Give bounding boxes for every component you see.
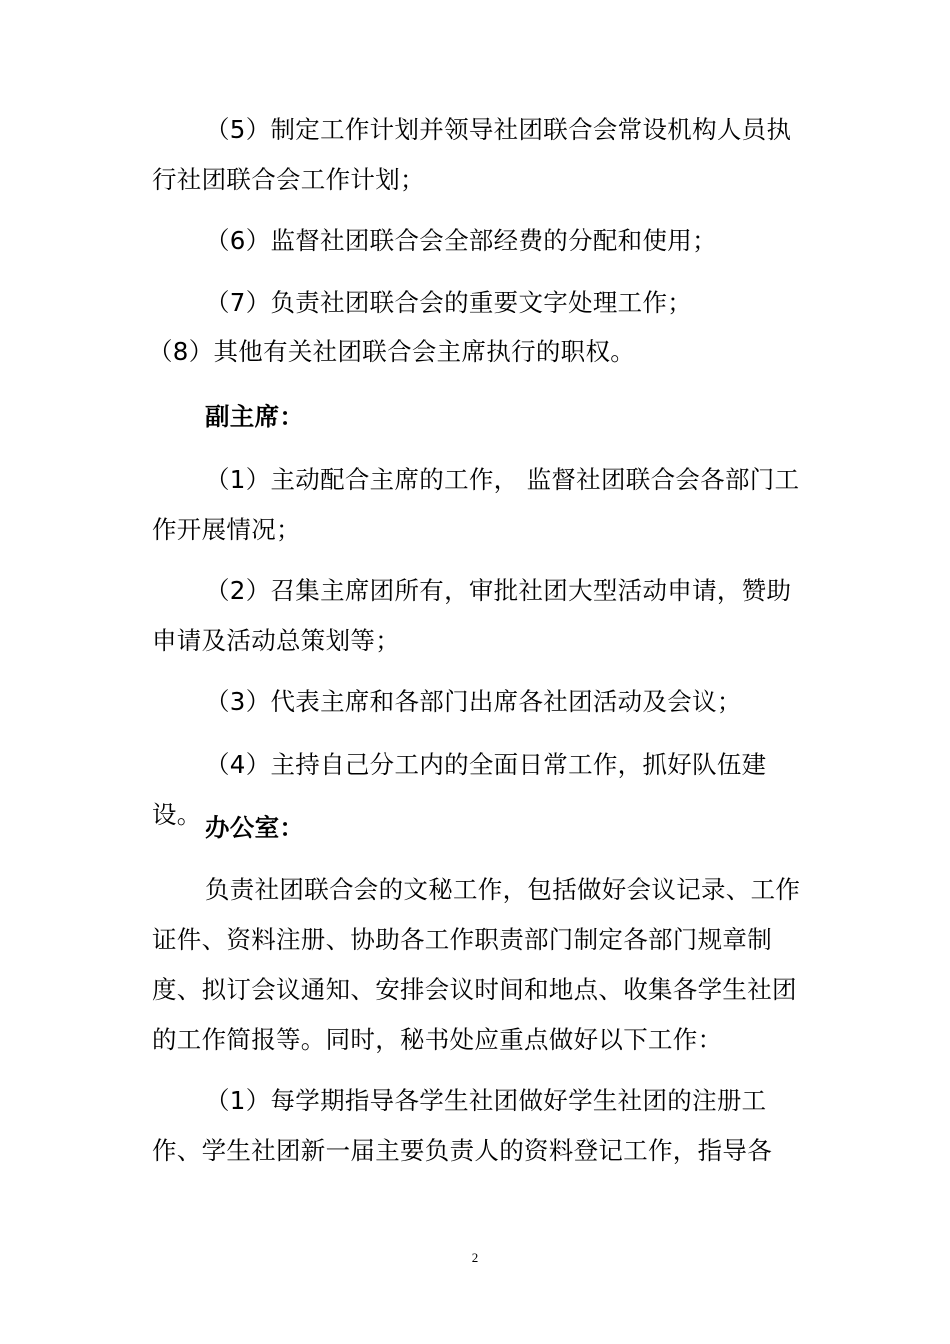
paragraph-chair-duty-6: （6）监督社团联合会全部经费的分配和使用； xyxy=(205,226,717,255)
paragraph-chair-duty-5: （5）制定工作计划并领导社团联合会常设机构人员执行社团联合会工作计划； xyxy=(152,115,792,194)
section-heading-office: 办公室： xyxy=(205,813,305,842)
paragraph-vice-chair-duty-4: （4）主持自己分工内的全面日常工作，抓好队伍建设。 xyxy=(152,750,767,829)
paragraph-chair-duty-8: （8）其他有关社团联合会主席执行的职权。 xyxy=(148,337,636,366)
page-number: 2 xyxy=(471,1250,479,1265)
paragraph-chair-duty-7: （7）负责社团联合会的重要文字处理工作； xyxy=(205,288,693,317)
paragraph-vice-chair-duty-3: （3）代表主席和各部门出席各社团活动及会议； xyxy=(205,687,742,716)
paragraph-vice-chair-duty-1: （1）主动配合主席的工作， 监督社团联合会各部门工作开展情况； xyxy=(152,465,800,544)
section-heading-vice-chair: 副主席： xyxy=(205,402,305,431)
paragraph-vice-chair-duty-2: （2）召集主席团所有，审批社团大型活动申请，赞助申请及活动总策划等； xyxy=(152,576,792,655)
paragraph-office-duty-1: （1）每学期指导各学生社团做好学生社团的注册工作、学生社团新一届主要负责人的资料登记工作，指导各 xyxy=(152,1086,772,1165)
paragraph-office-description: 负责社团联合会的文秘工作，包括做好会议记录、工作证件、资料注册、协助各工作职责部门制定各部门规章制度、拟订会议通知、安排会议时间和地点、收集各学生社团的工作简报等。同时，秘书处应重点做好以下工作： xyxy=(152,875,801,1054)
